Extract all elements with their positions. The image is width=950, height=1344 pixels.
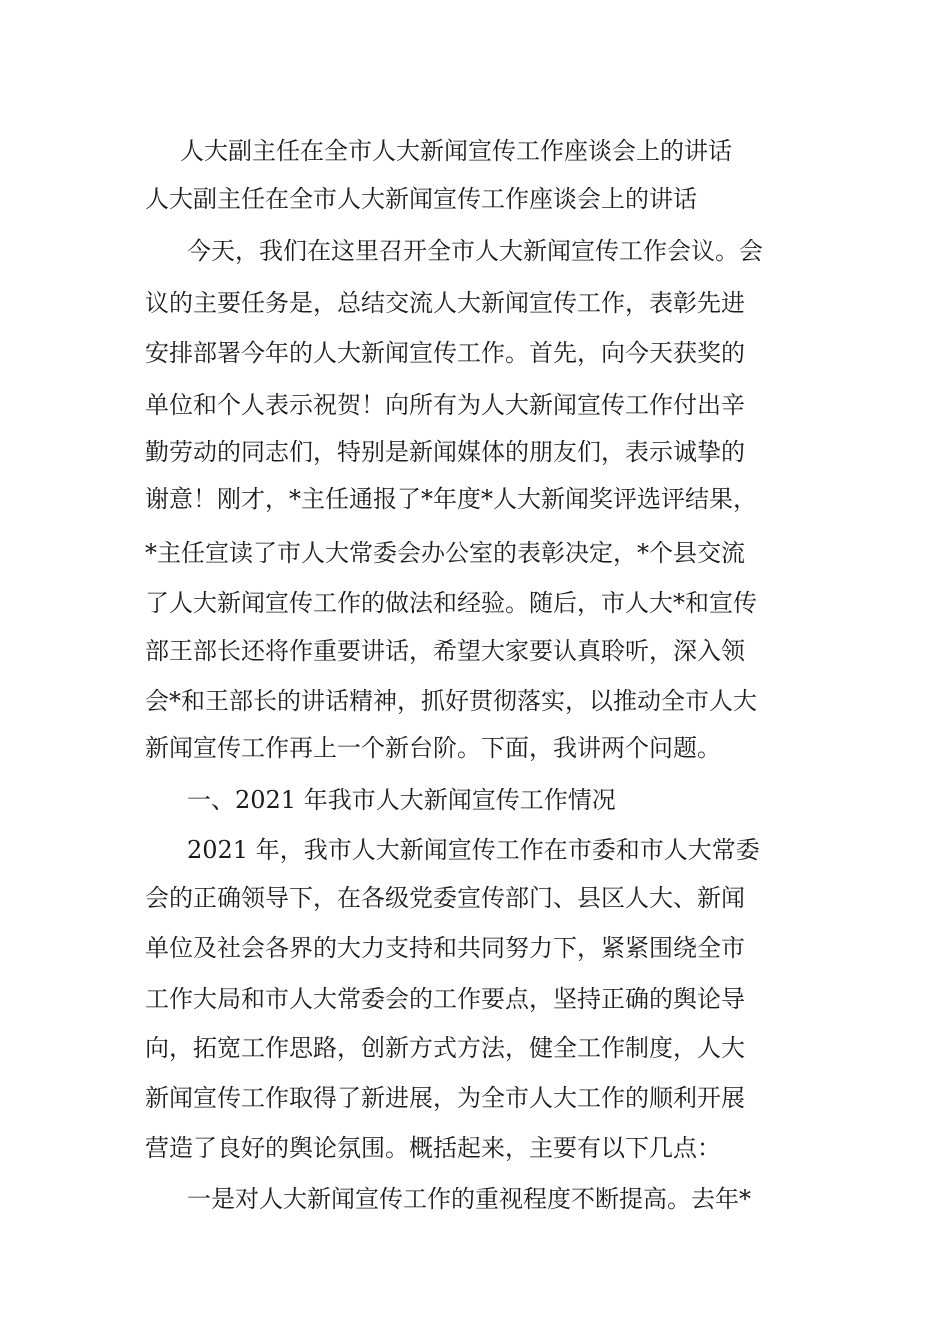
document-subtitle: 人大副主任在全市人大新闻宣传工作座谈会上的讲话 — [145, 185, 697, 213]
paragraph-2-line-3: 单位及社会各界的大力支持和共同努力下，紧紧围绕全市 — [145, 934, 745, 962]
paragraph-2-line-5: 向，拓宽工作思路，创新方式方法，健全工作制度，人大 — [145, 1034, 745, 1062]
paragraph-2-line-7: 营造了良好的舆论氛围。概括起来，主要有以下几点： — [145, 1134, 721, 1162]
paragraph-2-line-2: 会的正确领导下，在各级党委宣传部门、县区人大、新闻 — [145, 884, 745, 912]
paragraph-1-line-1: 今天，我们在这里召开全市人大新闻宣传工作会议。会 — [187, 237, 763, 265]
paragraph-2-line-1: 2021 年，我市人大新闻宣传工作在市委和市人大常委 — [187, 836, 760, 864]
paragraph-1-line-10: 会*和王部长的讲话精神，抓好贯彻落实，以推动全市人大 — [145, 687, 757, 715]
document-title: 人大副主任在全市人大新闻宣传工作座谈会上的讲话 — [180, 137, 732, 165]
paragraph-1-line-6: 谢意！刚才，*主任通报了*年度*人大新闻奖评选评结果， — [145, 485, 757, 513]
paragraph-1-line-11: 新闻宣传工作再上一个新台阶。下面，我讲两个问题。 — [145, 734, 721, 762]
paragraph-1-line-9: 部王部长还将作重要讲话，希望大家要认真聆听，深入领 — [145, 637, 745, 665]
section-heading: 一、2021 年我市人大新闻宣传工作情况 — [187, 786, 616, 814]
paragraph-1-line-4: 单位和个人表示祝贺！向所有为人大新闻宣传工作付出辛 — [145, 391, 745, 419]
paragraph-1-line-7: *主任宣读了市人大常委会办公室的表彰决定，*个县交流 — [145, 539, 745, 567]
paragraph-2-line-6: 新闻宣传工作取得了新进展，为全市人大工作的顺利开展 — [145, 1084, 745, 1112]
paragraph-1-line-2: 议的主要任务是，总结交流人大新闻宣传工作，表彰先进 — [145, 289, 745, 317]
paragraph-3-line-1: 一是对人大新闻宣传工作的重视程度不断提高。去年* — [187, 1185, 751, 1213]
paragraph-1-line-3: 安排部署今年的人大新闻宣传工作。首先，向今天获奖的 — [145, 339, 745, 367]
paragraph-1-line-5: 勤劳动的同志们，特别是新闻媒体的朋友们，表示诚挚的 — [145, 438, 745, 466]
paragraph-2-line-4: 工作大局和市人大常委会的工作要点，坚持正确的舆论导 — [145, 985, 745, 1013]
paragraph-1-line-8: 了人大新闻宣传工作的做法和经验。随后，市人大*和宣传 — [145, 589, 757, 617]
